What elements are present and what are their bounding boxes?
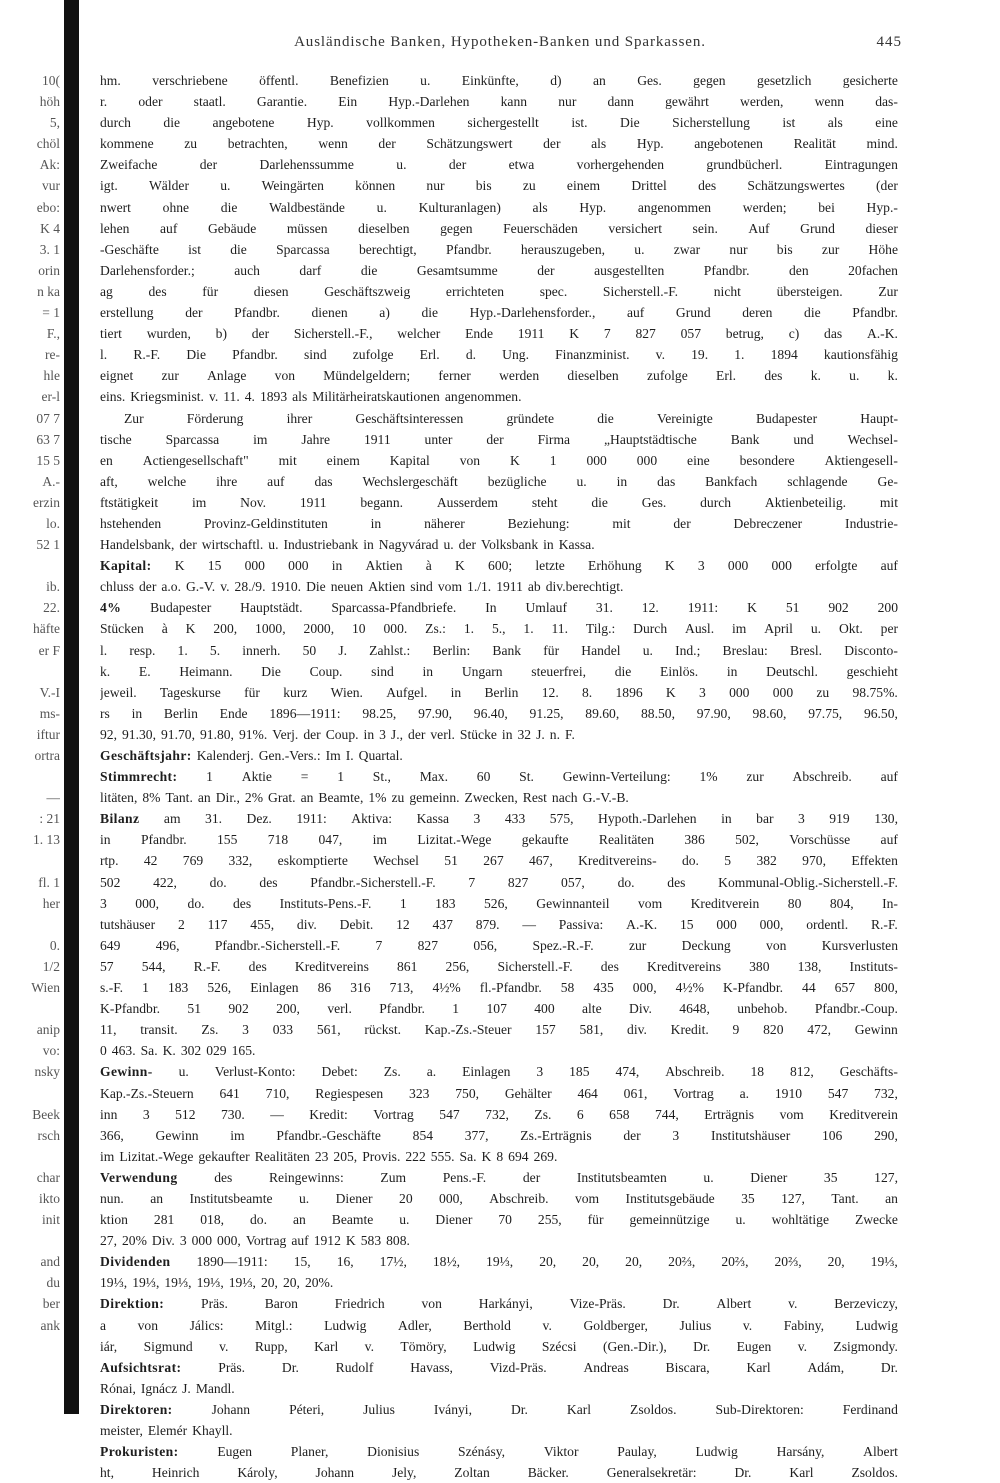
facing-page-fragments: [0, 70, 60, 1414]
text-line: Verwendung des Reingewinns: Zum Pens.-F. der Institutsbeamten u. Diener 35 127,: [100, 1169, 898, 1185]
text-line: 0 463. Sa. K. 302 029 165.: [100, 1043, 256, 1059]
facing-fragment: K 4: [40, 220, 60, 236]
facing-fragment: = 1: [42, 305, 60, 321]
text-line: kommene zu betrachten, wenn der Schätzungswert der als Hyp. angebotenen Realität mind.: [100, 136, 898, 152]
facing-fragment: : 21: [39, 811, 60, 827]
facing-fragment: rsch: [37, 1127, 60, 1143]
facing-fragment: Wien: [31, 980, 60, 996]
text-line: erstellung der Pfandbr. dienen a) die Hyp.-Darlehensforder., auf Grund deren die Pfandbr.: [100, 305, 898, 321]
facing-fragment: [0, 1230, 60, 1251]
facing-fragment: ebo:: [36, 199, 60, 215]
facing-fragment: 10(: [42, 73, 60, 88]
text-line: igt. Wälder u. Weingärten können nur bis zu einem Drittel des Schätzungswertes (der: [100, 178, 898, 194]
facing-fragment: [0, 661, 60, 682]
facing-fragment: F.,: [46, 326, 60, 342]
binding-gutter: [0, 0, 100, 1414]
text-line: Kap.-Zs.-Steuern 641 710, Regiespesen 323 750, Gehälter 464 061, Vortrag a. 1910 547 732,: [100, 1085, 898, 1101]
text-line: lehen auf Gebäude müssen dieselben gegen Feuerschäden versichert sein. Auf Grund dieser: [100, 220, 898, 236]
facing-fragment: vo:: [42, 1043, 60, 1059]
facing-fragment: ms-: [39, 705, 60, 721]
facing-fragment: Beek: [32, 1106, 60, 1122]
text-line: ht, Heinrich Károly, Johann Jely, Zoltan Bäcker. Generalsekretär: Dr. Karl Zsoldos.: [100, 1465, 898, 1481]
text-line: -Geschäfte ist die Sparcassa berechtigt, Pfandbr. herauszugeben, u. zwar nur bis zur Höhe: [100, 241, 898, 257]
facing-fragment: A.-: [42, 473, 60, 489]
facing-fragment: lo.: [46, 515, 60, 531]
text-line: Dividenden 1890—1911: 15, 16, 17½, 18½, 19⅓, 20, 20, 20, 20⅔, 20⅔, 20⅔, 20, 19⅓,: [100, 1254, 898, 1270]
book-spine: [64, 0, 79, 1414]
body-text: [100, 70, 898, 1483]
text-line: durch die angebotene Hyp. vollkommen sichergestellt ist. Die Sicherstellung ist als eine: [100, 115, 898, 131]
facing-fragment: [0, 1083, 60, 1104]
facing-fragment: vur: [42, 178, 60, 194]
text-line: r. oder staatl. Garantie. Ein Hyp.-Darlehen kann nur dann gewährt werden, wenn das-: [100, 94, 898, 110]
facing-fragment: [0, 914, 60, 935]
facing-fragment: hle: [43, 368, 60, 384]
facing-fragment: n ka: [37, 283, 60, 299]
text-line: ktion 281 018, do. an Beamte u. Diener 70 255, für gemeinnützige u. wohltätige Zwecke: [100, 1212, 898, 1228]
text-line: 57 544, R.-F. des Kreditvereins 861 256, Sicherstell.-F. des Kreditvereins 380 138, Instituts-: [100, 958, 898, 974]
facing-fragment: [0, 998, 60, 1019]
text-line: l. resp. 1. 5. innerh. 50 J. Zahlst.: Berlin: Bank für Handel u. Ind.; Breslau: Bresl. Disconto-: [100, 642, 898, 658]
text-line: eignet zur Anlage von Mündelgeldern; ferner werden dieselben zufolge Erl. des k. u. k.: [100, 368, 898, 384]
text-line: Kapital: K 15 000 000 in Aktien à K 600; letzte Erhöhung K 3 000 000 erfolgte auf: [100, 558, 898, 574]
text-line: 92, 91.30, 91.70, 91.80, 91%. Verj. der Coup. in 3 J., der verl. Stücke in 32 J. n. F.: [100, 726, 575, 742]
text-line: 27, 20% Div. 3 000 000, Vortrag auf 1912 K 583 808.: [100, 1233, 410, 1249]
text-line: 502 422, do. des Pfandbr.-Sicherstell.-F. 7 827 057, do. des Kommunal-Oblig.-Sicherstell.-F.: [100, 874, 898, 890]
facing-fragment: nsky: [34, 1064, 60, 1080]
text-line: 11, transit. Zs. 3 033 561, rückst. Kap.-Zs.-Steuer 157 581, div. Kredit. 9 820 472, Gewinn: [100, 1022, 898, 1038]
facing-fragment: char: [36, 1169, 60, 1185]
text-line: tische Sparcassa im Jahre 1911 unter der Firma „Hauptstädtische Bank und Wechsel-: [100, 431, 898, 447]
text-line: jeweil. Tageskurse für kurz Wien. Aufgel. in Berlin 12. 8. 1896 K 3 000 000 zu 98.75%.: [100, 684, 898, 700]
facing-fragment: [0, 1399, 60, 1414]
text-line: in Pfandbr. 155 718 047, im Lizitat.-Wege gekaufte Realitäten 386 502, Vorschüsse auf: [100, 832, 898, 848]
facing-fragment: 63 7: [36, 431, 60, 447]
facing-fragment: [0, 1336, 60, 1357]
text-line: l. R.-F. Die Pfandbr. sind zufolge Erl. d. Ung. Finanzminist. v. 19. 1. 1894 kautionsfähig: [100, 347, 898, 363]
facing-fragment: Ak:: [39, 157, 60, 173]
text-line: Geschäftsjahr: Kalenderj. Gen.-Vers.: Im I. Quartal.: [100, 748, 403, 763]
text-line: hm. verschriebene öffentl. Benefizien u. Einkünfte, d) an Ges. gegen gesetzlich gesicherte: [100, 73, 898, 88]
text-line: Stimmrecht: 1 Aktie = 1 St., Max. 60 St. Gewinn-Verteilung: 1% zur Abschreib. auf: [100, 769, 898, 785]
facing-fragment: [0, 1146, 60, 1167]
text-line: litäten, 8% Tant. an Dir., 2% Grat. an Beamte, 1% zu gemeinn. Zwecken, Rest nach G.-V.-B.: [100, 790, 629, 806]
facing-fragment: 22.: [43, 600, 60, 616]
text-line: iár, Sigmund v. Rupp, Karl v. Tömöry, Ludwig Szécsi (Gen.-Dir.), Dr. Eugen v. Zsigmondy.: [100, 1338, 898, 1354]
facing-fragment: [0, 1378, 60, 1399]
text-line: 4% Budapester Hauptstädt. Sparcassa-Pfandbriefe. In Umlauf 31. 12. 1911: K 51 902 200: [100, 600, 898, 616]
text-line: nwert ohne die Waldbestände u. Kulturanlagen) als Hyp. angenommen werden; bei Hyp.-: [100, 199, 898, 215]
text-line: chluss der a.o. G.-V. v. 28./9. 1910. Die neuen Aktien sind vom 1./1. 1911 ab div.berechtigt.: [100, 579, 624, 595]
facing-fragment: re-: [45, 347, 60, 363]
text-line: k. E. Heimann. Die Coup. sind in Ungarn steuerfrei, die Einlös. in Deutschl. geschieht: [100, 663, 898, 679]
facing-fragment: init: [41, 1212, 60, 1228]
text-line: K-Pfandbr. 51 902 200, verl. Pfandbr. 1 107 400 alte Div. 4648, unbehob. Pfandbr.-Coup.: [100, 1001, 898, 1017]
facing-fragment: 3. 1: [39, 241, 60, 257]
text-line: rs in Berlin Ende 1896—1911: 98.25, 97.90, 96.40, 91.25, 89.60, 88.50, 97.90, 98.60, 97.75, 96.50,: [100, 705, 898, 721]
text-line: aft, welche ihre auf das Wechslergeschäft bezügliche u. in das Bankfach schlagende Ge-: [100, 473, 898, 489]
facing-fragment: chöl: [36, 136, 60, 152]
text-line: Direktoren: Johann Péteri, Julius Iványi, Dr. Karl Zsoldos. Sub-Direktoren: Ferdinand: [100, 1401, 898, 1417]
facing-fragment: höh: [39, 94, 60, 110]
facing-fragment: V.-I: [39, 684, 60, 700]
facing-fragment: ortra: [34, 748, 60, 763]
text-line: Direktion: Präs. Baron Friedrich von Harkányi, Vize-Präs. Dr. Albert v. Berzeviczy,: [100, 1296, 898, 1312]
facing-fragment: 15 5: [36, 452, 60, 468]
text-line: 3 000, do. des Instituts-Pens.-F. 1 183 526, Gewinnanteil vom Kreditverein 80 804, In-: [100, 895, 898, 911]
running-header: [100, 34, 900, 56]
facing-fragment: du: [46, 1275, 60, 1291]
text-line: 19⅓, 19⅓, 19⅓, 19⅓, 19⅓, 20, 20, 20%.: [100, 1275, 334, 1291]
facing-fragment: [0, 555, 60, 576]
text-line: ftstätigkeit im Nov. 1911 begann. Ausserdem steht die Ges. durch Aktienbeteilig. mit: [100, 494, 898, 510]
text-line: Zur Förderung ihrer Geschäftsinteressen gründete die Vereinigte Budapester Haupt-: [124, 410, 898, 426]
text-line: Darlehensforder.; auch darf die Gesamtsumme der ausgestellten Pfandbr. den 20fachen: [100, 262, 898, 278]
text-line: Prokuristen: Eugen Planer, Dionisius Szénásy, Viktor Paulay, Ludwig Harsány, Albert: [100, 1444, 898, 1460]
facing-fragment: —: [46, 790, 60, 806]
facing-fragment: er-l: [41, 389, 60, 405]
text-line: en Actiengesellschaft" mit einem Kapital von K 1 000 000 eine besondere Aktiengesell-: [100, 452, 898, 468]
text-line: Stücken à K 200, 1000, 2000, 10 000. Zs.: 1. 5., 1. 11. Tilg.: Durch Ausl. im April u. Okt. per: [100, 621, 898, 637]
facing-fragment: [0, 850, 60, 871]
facing-fragment: [0, 1357, 60, 1378]
text-line: Rónai, Ignácz J. Mandl.: [100, 1380, 235, 1396]
facing-fragment: ank: [40, 1317, 60, 1333]
facing-fragment: anip: [36, 1022, 60, 1038]
text-line: 366, Gewinn im Pfandbr.-Geschäfte 854 377, Zs.-Erträgnis der 3 Institutshäuser 106 290,: [100, 1127, 898, 1143]
facing-fragment: erzin: [33, 494, 60, 510]
text-line: a von Jálics: Mitgl.: Ludwig Adler, Berthold v. Goldberger, Julius v. Fabiny, Ludwig: [100, 1317, 898, 1333]
facing-fragment: ikto: [38, 1190, 60, 1206]
facing-fragment: fl. 1: [38, 874, 60, 890]
facing-fragment: 1. 13: [33, 832, 60, 848]
text-line: hstehenden Provinz-Geldinstituten in näherer Beziehung: mit der Debreczener Industrie-: [100, 515, 898, 531]
facing-fragment: ber: [42, 1296, 60, 1312]
facing-fragment: and: [40, 1254, 60, 1270]
text-line: 649 496, Pfandbr.-Sicherstell.-F. 7 827 056, Spez.-R.-F. zur Deckung von Kursverlusten: [100, 937, 898, 953]
text-line: meister, Elemér Khayll.: [100, 1423, 233, 1438]
text-line: Handelsbank, der wirtschaftl. u. Industriebank in Nagyvárad u. der Volksbank in Kassa.: [100, 537, 595, 553]
facing-fragment: iftur: [36, 726, 60, 742]
page-number: 445: [876, 34, 902, 50]
running-title: Ausländische Banken, Hypotheken-Banken und Sparkassen.: [294, 34, 706, 50]
facing-fragment: 0.: [49, 937, 60, 953]
facing-fragment: 5,: [49, 115, 60, 131]
text-line: eins. Kriegsminist. v. 11. 4. 1893 als Militärheiratskautionen angenommen.: [100, 389, 522, 405]
text-line: Bilanz am 31. Dez. 1911: Aktiva: Kassa 3 433 575, Hypoth.-Darlehen in bar 3 919 130,: [100, 811, 898, 827]
text-line: im Lizitat.-Wege gekaufter Realitäten 23 205, Provis. 222 555. Sa. K 8 694 269.: [100, 1148, 558, 1164]
text-line: tiert wurden, b) der Sicherstell.-F., welcher Ende 1911 K 7 827 057 betrug, c) das A.-K.: [100, 326, 898, 342]
text-line: nun. an Institutsbeamte u. Diener 20 000, Abschreib. vom Institutsgebäude 35 127, Tant. an: [100, 1190, 898, 1206]
facing-fragment: 07 7: [36, 410, 60, 426]
text-line: Zweifache der Darlehenssumme u. der etwa vorhergehenden grundbücherl. Eintragungen: [100, 157, 898, 173]
facing-fragment: her: [42, 895, 60, 911]
facing-fragment: er F: [38, 642, 60, 658]
facing-fragment: häfte: [33, 621, 60, 637]
text-line: inn 3 512 730. — Kredit: Vortrag 547 732, Zs. 6 658 744, Erträgnis vom Kreditverein: [100, 1106, 898, 1122]
text-line: tutshäuser 2 117 455, div. Debit. 12 437 879. — Passiva: A.-K. 15 000 000, ordentl. R.-F.: [100, 916, 898, 932]
facing-fragment: orin: [38, 262, 60, 278]
facing-fragment: 1/2: [42, 958, 60, 974]
text-line: rtp. 42 769 332, eskomptierte Wechsel 51 267 467, Kreditvereins- do. 5 382 970, Effekten: [100, 853, 898, 869]
facing-fragment: 52 1: [36, 537, 60, 553]
text-line: Aufsichtsrat: Präs. Dr. Rudolf Havass, Vizd-Präs. Andreas Biscara, Karl Adám, Dr.: [100, 1359, 898, 1375]
facing-fragment: [0, 766, 60, 787]
text-line: s.-F. 1 183 526, Einlagen 86 316 713, 4½% fl.-Pfandbr. 58 435 000, 4½% K-Pfandbr. 44 657 800,: [100, 980, 898, 996]
text-line: Gewinn- u. Verlust-Konto: Debet: Zs. a. Einlagen 3 185 474, Abschreib. 18 812, Geschäfts-: [100, 1064, 898, 1080]
text-line: ag des für diesen Geschäftszweig errichteten spec. Sicherstell.-F. nicht übersteigen. Zur: [100, 283, 898, 299]
facing-fragment: ib.: [46, 579, 60, 595]
